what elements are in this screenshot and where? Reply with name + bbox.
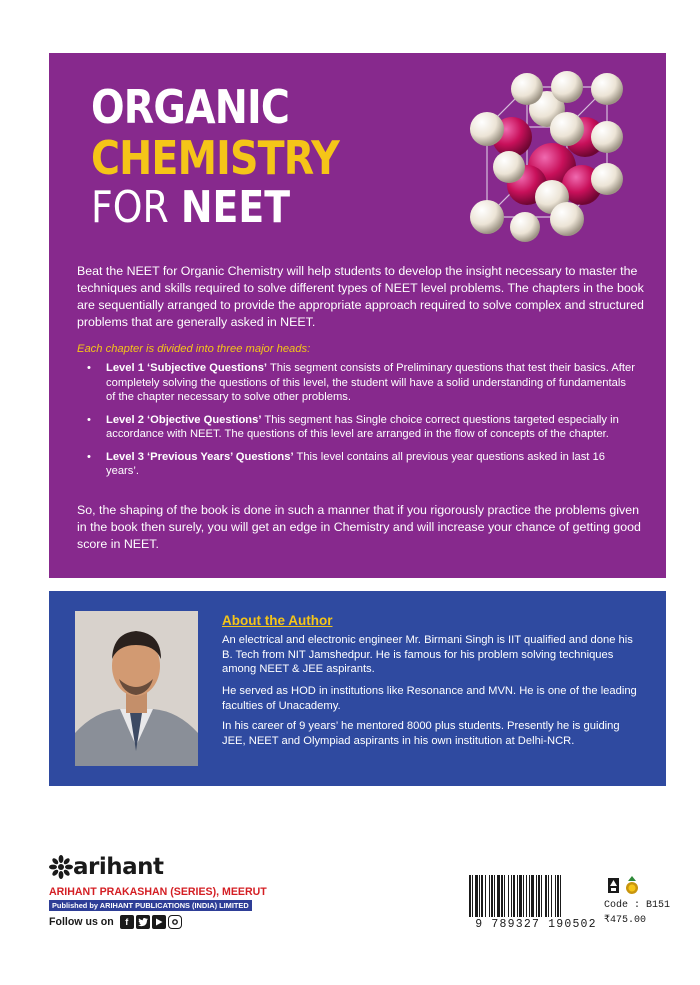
bullet-icon: •	[87, 413, 91, 426]
book-title	[91, 81, 379, 233]
level-list	[77, 361, 637, 487]
author-portrait-icon	[75, 611, 198, 766]
author-panel	[49, 591, 666, 786]
facebook-icon[interactable]: f	[120, 915, 134, 929]
publisher-logo	[49, 854, 164, 880]
book-closing: So, the shaping of the book is done in such a manner that if you rigorously practice the problems given in the book then surely, you will get an edge in Chemistry and will increase your chance of getting good score in NEET.	[77, 503, 641, 551]
logo-wordmark: arihant	[73, 854, 164, 880]
follow-us-label: Follow us on	[49, 916, 114, 928]
book-intro: Beat the NEET for Organic Chemistry will help students to develop the insight necessary to master the techniques and skills required to solve different types of NEET level problems. The chapters in the book are sequentially arranged to provide the appropriate approach required to solve complex and structured problems that are generally asked in NEET.	[77, 264, 644, 329]
youtube-icon[interactable]	[152, 915, 166, 929]
bullet-icon: •	[87, 450, 91, 463]
emblem-icon	[607, 875, 641, 897]
crystal-lattice-icon	[457, 67, 637, 247]
follow-us-row	[49, 915, 184, 929]
title-line-3-prefix: FOR	[91, 182, 181, 233]
title-line-3-bold: NEET	[180, 182, 291, 233]
isbn-digits: 9 789327 190502	[475, 918, 597, 931]
instagram-icon[interactable]	[168, 915, 182, 929]
level-title: Level 1 ‘Subjective Questions’	[106, 362, 268, 374]
author-bio-paragraph: An electrical and electronic engineer Mr. Birmani Singh is IIT qualified and done his B. Tech from NIT Jamshedpur. He is famous for his problem solving techniques among NEET & JEE aspirants.	[222, 634, 633, 675]
level-text: This segment has Single choice correct questions targeted especially in accordance with NEET. The questions of this level are arranged in the flow of concepts of the chapter.	[106, 413, 619, 440]
list-item	[77, 450, 637, 479]
heads-label: Each chapter is divided into three major heads:	[77, 343, 311, 355]
arihant-logo-icon	[49, 855, 73, 879]
level-title: Level 3 ‘Previous Years’ Questions’	[106, 450, 294, 463]
product-code: Code : B151	[604, 900, 671, 911]
bullet-icon: •	[87, 362, 91, 374]
publisher-name: ARIHANT PRAKASHAN (SERIES), MEERUT	[49, 886, 267, 898]
author-bio-paragraph: He served as HOD in institutions like Resonance and MVN. He is one of the leading faculties of Unacademy.	[222, 685, 637, 712]
title-line-3	[91, 183, 339, 233]
about-author-heading: About the Author	[222, 613, 333, 628]
list-item	[77, 361, 637, 405]
twitter-icon[interactable]	[136, 915, 150, 929]
level-title: Level 2 ‘Objective Questions’	[106, 413, 262, 426]
level-text: This level contains all previous year questions asked in last 16 years’.	[106, 450, 605, 477]
book-price: ₹475.00	[604, 915, 647, 926]
author-bio-paragraph: In his career of 9 years’ he mentored 8000 plus students. Presently he is guiding JEE, NEET and Olympiad aspirants in his own institution at Delhi-NCR.	[222, 720, 620, 747]
title-line-1: ORGANIC	[91, 80, 290, 134]
list-item	[77, 413, 637, 442]
published-by-bar: Published by ARIHANT PUBLICATIONS (INDIA) LIMITED	[49, 900, 252, 911]
level-text: This segment consists of Preliminary questions that test their basics. After completely solving the questions of this level, the student will have a solid understanding of fundamentals of the chapter necessary to solve other problems.	[106, 362, 635, 403]
title-line-2: CHEMISTRY	[91, 131, 339, 185]
author-photo	[75, 611, 198, 766]
description-panel	[49, 53, 666, 578]
